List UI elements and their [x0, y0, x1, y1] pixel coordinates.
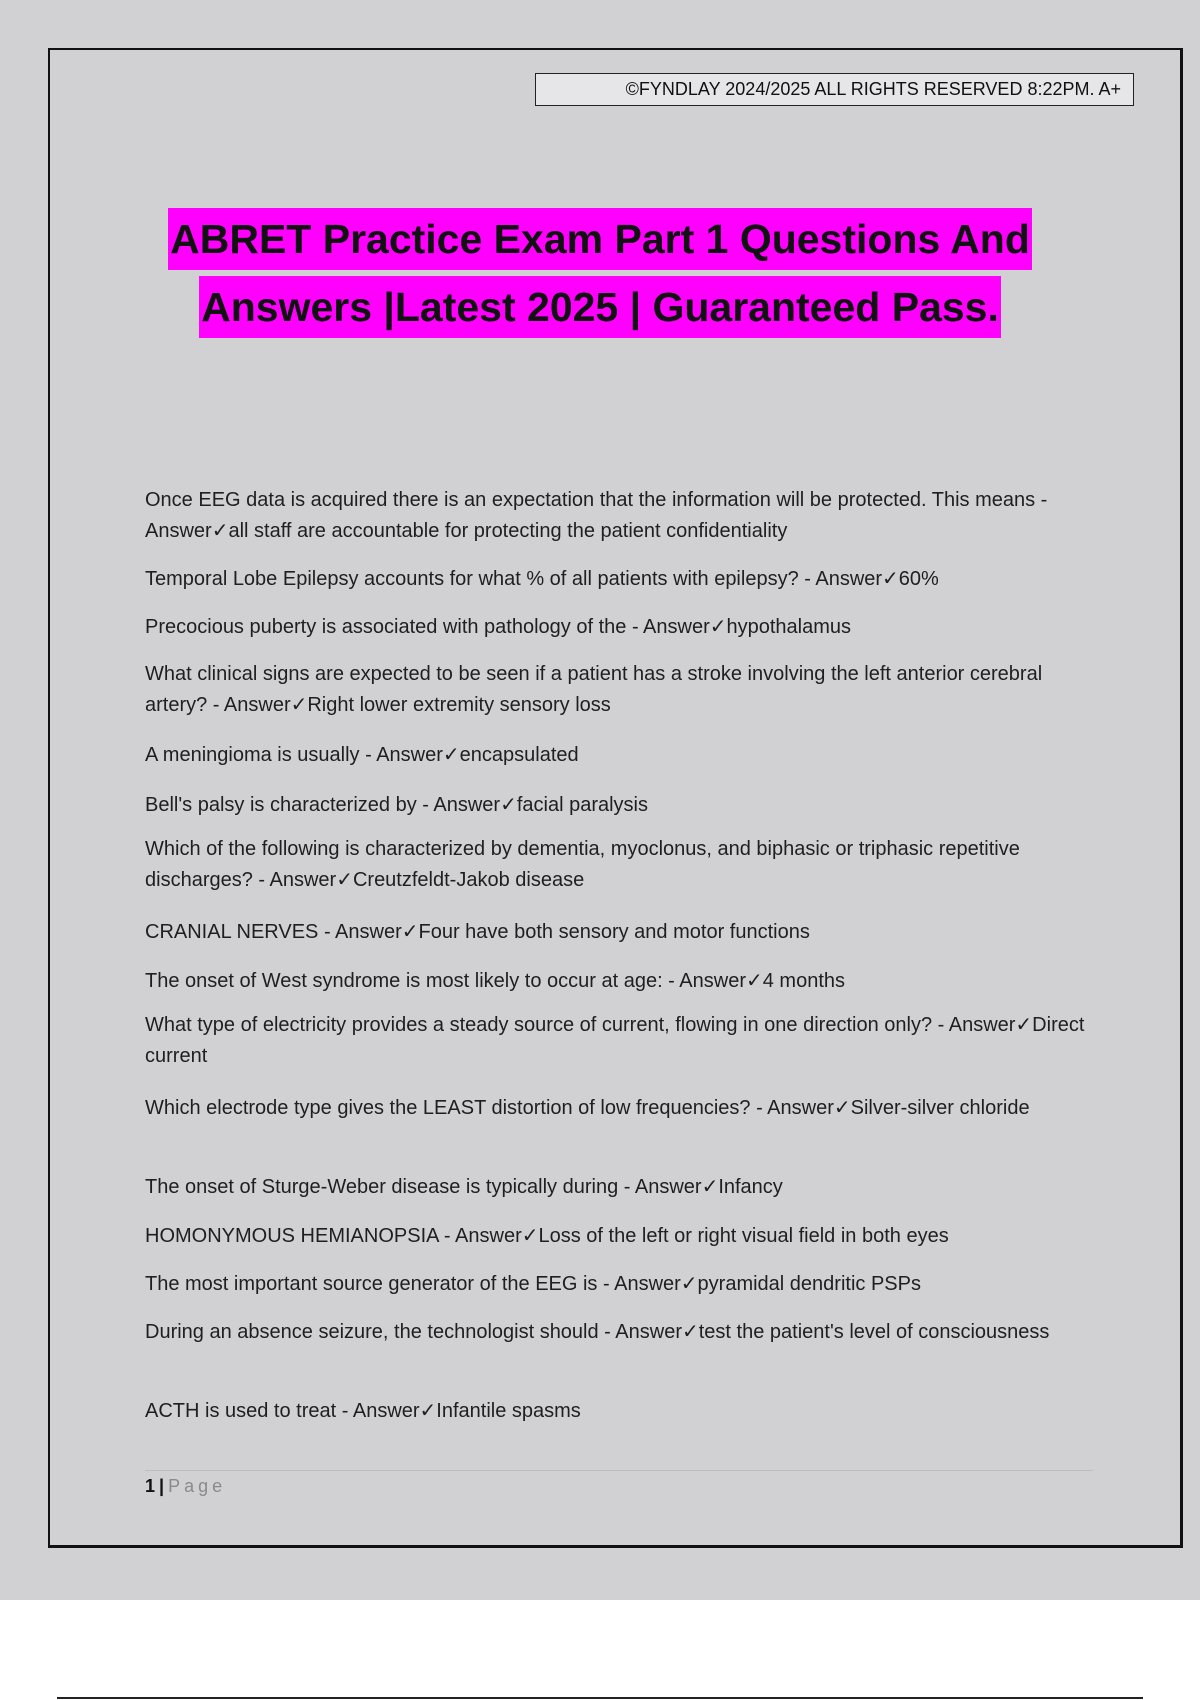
- qa-item: ACTH is used to treat - Answer✓Infantile spasms: [145, 1400, 581, 1422]
- qa-item: The onset of West syndrome is most likely to occur at age: - Answer✓4 months: [145, 970, 846, 992]
- qa-item: Precocious puberty is associated with pathology of the - Answer✓hypothalamus: [145, 616, 852, 638]
- qa-item: During an absence seizure, the technologist should - Answer✓test the patient's level of consciousness: [145, 1321, 1050, 1343]
- qa-item: Once EEG data is acquired there is an expectation that the information will be protected. This means - Answer✓all staff are accountable for protecting the patient confidentiality: [145, 489, 1048, 542]
- title-line-1: ABRET Practice Exam Part 1 Questions And: [168, 208, 1032, 270]
- qa-item: CRANIAL NERVES - Answer✓Four have both sensory and motor functions: [145, 921, 810, 943]
- qa-item: What type of electricity provides a steady source of current, flowing in one direction only? - Answer✓Direct current: [145, 1014, 1085, 1067]
- document-title: [100, 208, 1100, 344]
- qa-item: The most important source generator of the EEG is - Answer✓pyramidal dendritic PSPs: [145, 1273, 921, 1295]
- copyright-notice: ©FYNDLAY 2024/2025 ALL RIGHTS RESERVED 8:22PM. A+: [535, 73, 1134, 106]
- footer-separator: |: [159, 1476, 165, 1496]
- next-page-rule: [57, 1697, 1143, 1699]
- page-number: 1: [145, 1476, 156, 1496]
- qa-item: Temporal Lobe Epilepsy accounts for what % of all patients with epilepsy? - Answer✓60%: [145, 568, 939, 590]
- footer-divider: [145, 1470, 1093, 1471]
- qa-item: The onset of Sturge-Weber disease is typically during - Answer✓Infancy: [145, 1176, 783, 1198]
- qa-item: What clinical signs are expected to be seen if a patient has a stroke involving the left anterior cerebral artery? - Answer✓Right lower extremity sensory loss: [145, 663, 1043, 716]
- qa-item: A meningioma is usually - Answer✓encapsulated: [145, 744, 579, 766]
- title-line-2: Answers |Latest 2025 | Guaranteed Pass.: [199, 276, 1001, 338]
- qa-item: HOMONYMOUS HEMIANOPSIA - Answer✓Loss of the left or right visual field in both eyes: [145, 1225, 949, 1247]
- qa-item: Which electrode type gives the LEAST distortion of low frequencies? - Answer✓Silver-silver chloride: [145, 1097, 1030, 1119]
- qa-item: Bell's palsy is characterized by - Answer✓facial paralysis: [145, 794, 648, 816]
- page-footer: [145, 1472, 226, 1500]
- page-label: Page: [168, 1476, 227, 1496]
- qa-item: Which of the following is characterized by dementia, myoclonus, and biphasic or triphasic repetitive discharges? - Answer✓Creutzfeldt-Jakob disease: [145, 838, 1020, 891]
